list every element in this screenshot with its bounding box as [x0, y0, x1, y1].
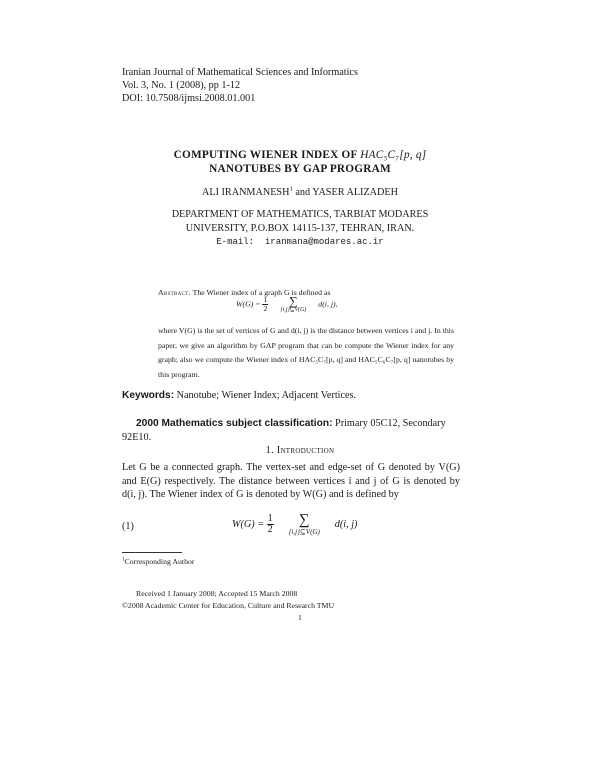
email-line	[100, 237, 500, 247]
equation-lhs: W(G) =	[232, 518, 267, 530]
journal-header	[122, 66, 358, 106]
abstract-formula-fraction	[262, 296, 268, 313]
footnote	[122, 557, 194, 566]
paper-title	[100, 148, 500, 176]
email-address[interactable]: iranmana@modares.ac.ir	[264, 237, 384, 247]
keywords	[122, 390, 356, 401]
affiliation-line1: DEPARTMENT OF MATHEMATICS, TARBIAT MODARES	[171, 209, 429, 220]
authors	[100, 187, 500, 198]
msc-label: 2000 Mathematics subject classification:	[136, 418, 333, 429]
title-math: HAC₅C₇[p, q]	[360, 149, 427, 161]
abstract-formula-sum-block	[270, 295, 316, 314]
equation-sum-symbol: ∑	[298, 512, 310, 528]
footnote-mark: 1	[122, 556, 125, 563]
abstract-formula-num: 1	[263, 295, 268, 305]
affiliation-line2: UNIVERSITY, P.O.BOX 14115-137, TEHRAN, IRAN.	[185, 222, 415, 234]
abstract-formula-den: 2	[263, 304, 268, 313]
journal-doi: DOI: 10.7508/ijmsi.2008.01.001	[122, 93, 256, 105]
msc-text: Primary 05C12, Secondary 92E10.	[122, 418, 446, 443]
affiliation	[100, 208, 500, 235]
author-connector: and	[292, 187, 313, 198]
intro-paragraph: Let G be a connected graph. The vertex-set and edge-set of G denoted by V(G) and E(G) respectively. The distance between vertices i and j of G is denoted by d(i, j). The Wiener index of G is denoted by W(G) and is defined by	[122, 462, 460, 501]
equation-fraction	[267, 514, 274, 535]
equation-sum-sub: {i,j}⊆V(G)	[288, 528, 320, 536]
author-first: ALI IRANMANESH	[202, 187, 290, 198]
abstract-formula-term: d(i, j),	[318, 299, 338, 309]
journal-name: Iranian Journal of Mathematical Sciences and Informatics	[122, 67, 358, 78]
equation-sum-block	[276, 513, 332, 536]
abstract-sum-sub: {i,j}⊆V(G)	[280, 307, 307, 313]
abstract-formula-lhs: W(G) =	[236, 299, 263, 309]
abstract-body: where V(G) is the set of vertices of G and d(i, j) is the distance between vertices i and j. In this paper, we give an algorithm by GAP program that can be compute the Wiener index for any graph; also we compute the Wiener index of HAC₅C₇[p, q] and HAC₅C₆C₇[p, q] nanotubes by this program.	[158, 326, 454, 379]
msc-classification	[122, 417, 460, 444]
copyright: ©2008 Academic Center for Education, Culture and Research TMU	[122, 601, 335, 610]
abstract-sum-symbol: ∑	[289, 294, 298, 308]
title-line2: NANOTUBES BY GAP PROGRAM	[209, 163, 391, 175]
title-line1: COMPUTING WIENER INDEX OF	[173, 149, 361, 161]
keywords-text: Nanotube; Wiener Index; Adjacent Vertices.	[176, 390, 357, 401]
author-second: YASER ALIZADEH	[312, 187, 398, 198]
keywords-label: Keywords:	[122, 390, 175, 401]
abstract-intro-text: The Wiener index of a graph G is defined as	[192, 288, 331, 297]
equation-den: 2	[267, 524, 273, 535]
footnote-text: Corresponding Author	[124, 557, 195, 566]
journal-volume: Vol. 3, No. 1 (2008), pp 1-12	[122, 80, 241, 92]
received-dates: Received 1 January 2008; Accepted 15 March 2008	[136, 589, 298, 598]
page-number: 1	[298, 613, 302, 622]
equation-number: (1)	[122, 521, 134, 532]
footnote-rule	[122, 552, 182, 553]
author-footnote-mark: 1	[289, 185, 293, 193]
email-label: E-mail:	[216, 237, 255, 247]
equation-1	[232, 513, 432, 549]
equation-num: 1	[267, 512, 273, 524]
abstract-formula	[236, 295, 436, 325]
section-heading: 1. Introduction	[265, 445, 335, 456]
abstract-heading: Abstract.	[158, 288, 191, 297]
equation-term: d(i, j)	[334, 518, 358, 530]
